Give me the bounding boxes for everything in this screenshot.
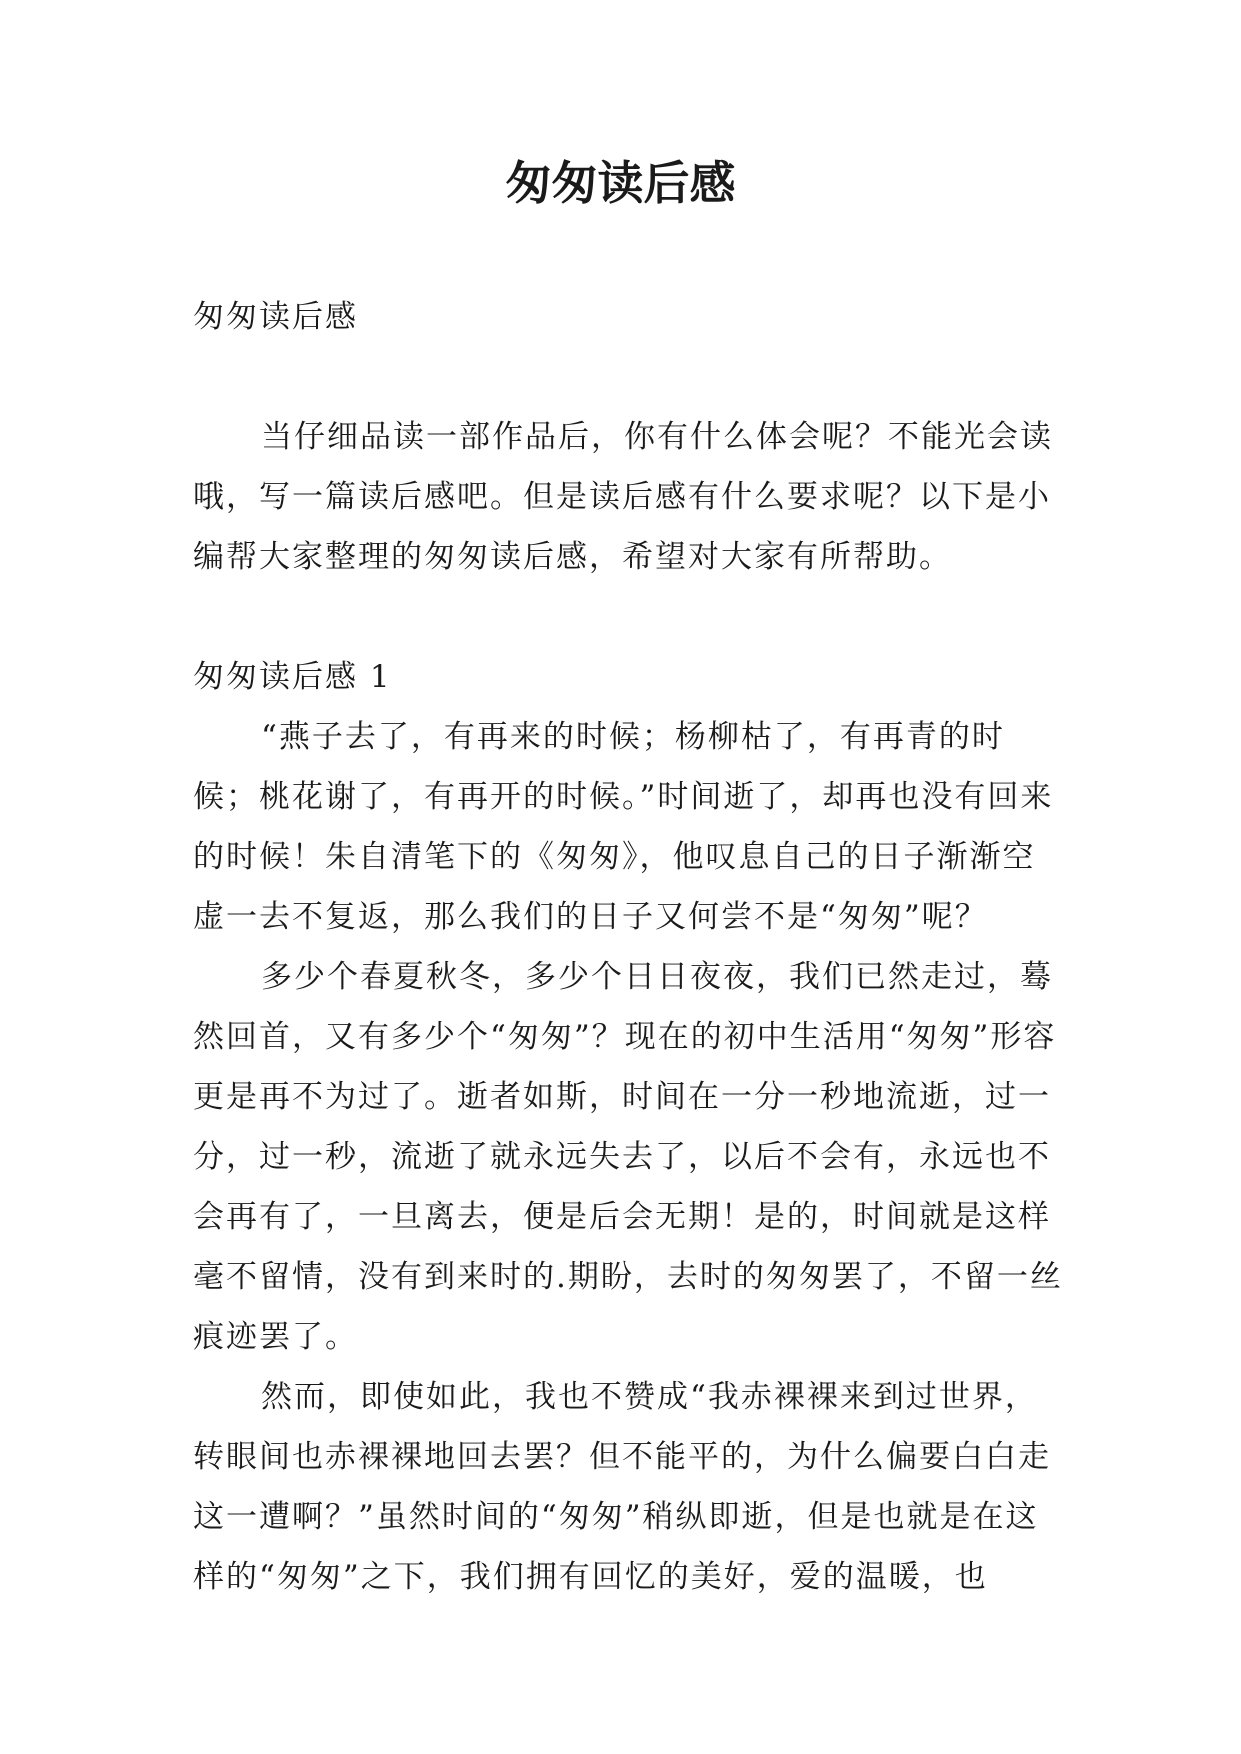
body-paragraph-1: “燕子去了，有再来的时候；杨柳枯了，有再青的时候；桃花谢了，有再开的时候。”时间逝了，却再也没有回来的时候！朱自清笔下的《匆匆》，他叹息自己的日子渐渐空虚一去不复返，那么我们的日子又何尝不是“匆匆”呢？ — [193, 719, 1054, 935]
body-paragraph-2: 多少个春夏秋冬，多少个日日夜夜，我们已然走过，蓦然回首，又有多少个“匆匆”？现在的初中生活用“匆匆”形容更是再不为过了。逝者如斯，时间在一分一秒地流逝，过一分，过一秒，流逝了就永远失去了，以后不会有，永远也不会再有了，一旦离去，便是后会无期！是的，时间就是这样毫不留情，没有到来时的.期盼，去时的匆匆罢了，不留一丝痕迹罢了。 — [193, 959, 1063, 1355]
body-paragraph-3: 然而，即使如此，我也不赞成“我赤裸裸来到过世界，转眼间也赤裸裸地回去罢？但不能平的，为什么偏要白白走这一遭啊？”虽然时间的“匆匆”稍纵即逝，但是也就是在这样的“匆匆”之下，我们拥有回忆的美好，爱的温暖，也 — [193, 1379, 1051, 1595]
intro-paragraph: 当仔细品读一部作品后，你有什么体会呢？不能光会读哦，写一篇读后感吧。但是读后感有什么要求呢？以下是小编帮大家整理的匆匆读后感，希望对大家有所帮助。 — [193, 419, 1053, 575]
document-title: 匆匆读后感 — [505, 156, 736, 210]
document-subtitle: 匆匆读后感 — [193, 299, 358, 335]
document-body — [193, 287, 1063, 1607]
section-heading: 匆匆读后感 1 — [193, 659, 392, 695]
